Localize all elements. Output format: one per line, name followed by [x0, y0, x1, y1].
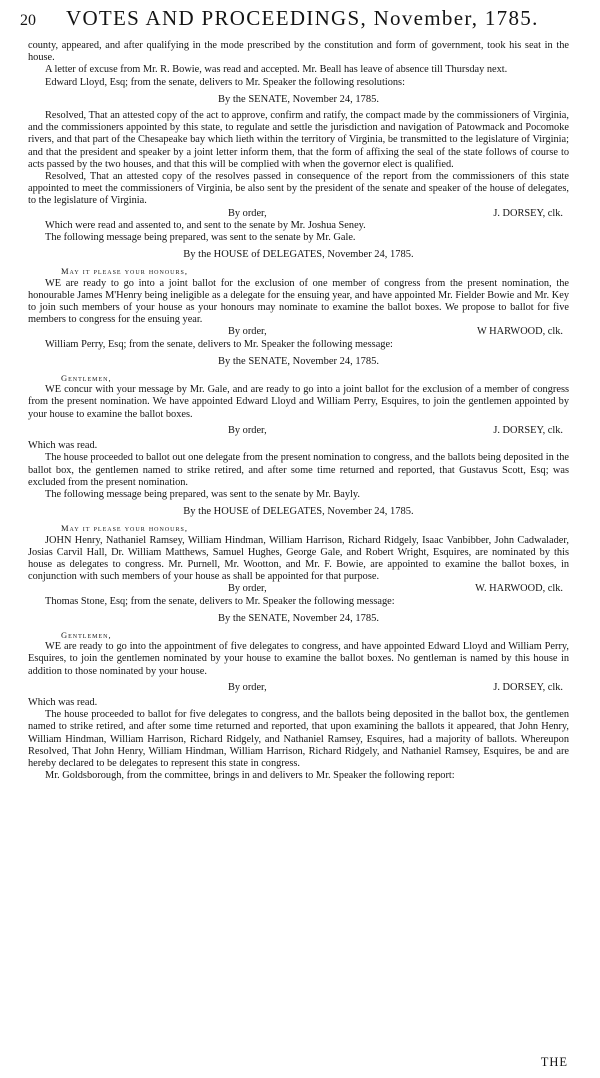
paragraph: The following message being prepared, was sent to the senate by Mr. Bayly. — [45, 488, 361, 500]
message-text: WE are ready to go into the appointment of five delegates to congress, and have appointed Edward Lloyd and William Perry, Esquires, to join the gentlemen nominated by your house to examine the ballot boxes. No gentleman is named by this house in addition to those nominated by your house. — [28, 641, 569, 677]
paragraph: A letter of excuse from Mr. R. Bowie, was read and accepted. Mr. Beall has leave of absence till Thursday next. — [45, 64, 508, 76]
signature-name: J. DORSEY, clk. — [493, 681, 563, 693]
message-text: JOHN Henry, Nathaniel Ramsey, William Hindman, William Harrison, Richard Ridgely, Isaac Vanbibber, John Cadwalader, Josias Carvil Hall, Dr. William Matthews, Samuel Hughes, George Gale, and Robert Wright, Esquires, are nominated by this house as delegates to congress. Mr. Purnell, Mr. Wootton, and Mr. F. Bowie, are appointed to examine the ballot boxes, in conjunction with such members of your house as shall be appointed for that purpose. — [28, 534, 569, 583]
section-heading: By the HOUSE of DELEGATES, November 24, 1785. — [183, 506, 414, 518]
signature-order: By order, — [228, 424, 267, 436]
running-title: VOTES AND PROCEEDINGS, November, 1785. — [66, 6, 539, 30]
paragraph: The following message being prepared, was sent to the senate by Mr. Gale. — [45, 232, 356, 244]
signature-order: By order, — [228, 681, 267, 693]
paragraph: William Perry, Esq; from the senate, delivers to Mr. Speaker the following message: — [45, 338, 393, 350]
salutation: Gentlemen, — [61, 373, 112, 384]
signature-line — [28, 583, 569, 595]
resolution: Resolved, That an attested copy of the act to approve, confirm and ratify, the compact made by the commissioners of Virginia, and the commissioners appointed by this state, to regulate and settle the jurisdiction and navigation of Patowmack and Pocomoke rivers, and that part of the Chesapeake bay which lieth within the territory of Virginia, be transmitted to the legislature of Virginia; and that the president and speaker by a joint letter inform them, that the form of affixing the seal of the state follows of course to acts passed by the two houses, and that this will be complied with when the governor elect is qualified. — [28, 110, 569, 170]
signature-line — [28, 208, 569, 220]
section-heading: By the SENATE, November 24, 1785. — [218, 93, 379, 105]
paragraph: Edward Lloyd, Esq; from the senate, delivers to Mr. Speaker the following resolutions: — [45, 76, 405, 88]
resolution: Resolved, That an attested copy of the resolves passed in consequence of the report from the commissioners of this state appointed to meet the commissioners of Virginia, be also sent by the president of the senate and speaker of the house of delegates, to the legislature of Virginia. — [28, 171, 569, 207]
salutation: Gentlemen, — [61, 629, 112, 640]
signature-name: W HARWOOD, clk. — [477, 326, 563, 338]
section-heading: By the SENATE, November 24, 1785. — [218, 612, 379, 624]
message-text: WE concur with your message by Mr. Gale, and are ready to go into a joint ballot for the exclusion of a member of congress from the present nomination. We have appointed Edward Lloyd and William Perry, Esquires, to join the gentlemen appointed by your house to examine the ballot boxes. — [28, 384, 569, 420]
signature-line — [28, 682, 569, 694]
paragraph: Which was read. — [28, 696, 98, 708]
page-body — [28, 40, 569, 782]
signature-order: By order, — [228, 207, 267, 219]
salutation: May it please your honours, — [61, 523, 188, 534]
section-heading: By the SENATE, November 24, 1785. — [218, 355, 379, 367]
salutation: May it please your honours, — [61, 266, 188, 277]
paragraph: Which was read. — [28, 440, 98, 452]
signature-line — [28, 326, 569, 338]
paragraph: Thomas Stone, Esq; from the senate, delivers to Mr. Speaker the following message: — [45, 595, 395, 607]
page-number: 20 — [20, 12, 36, 29]
signature-name: J. DORSEY, clk. — [493, 424, 563, 436]
paragraph: Which were read and assented to, and sent to the senate by Mr. Joshua Seney. — [45, 219, 366, 231]
message-text: WE are ready to go into a joint ballot for the exclusion of one member of congress from the present nomination, the honourable James M'Henry being ineligible as a delegate for the ensuing year, and have appointed Mr. Fielder Bowie and Mr. Key to join such members of your house as your honours may nominate to examine the ballot boxes. We propose to ballot for five members to congress for the ensuing year. — [28, 277, 569, 326]
catchword: THE — [540, 1055, 568, 1069]
signature-name: W. HARWOOD, clk. — [475, 583, 563, 595]
section-heading: By the HOUSE of DELEGATES, November 24, 1785. — [183, 249, 414, 261]
signature-name: J. DORSEY, clk. — [493, 207, 563, 219]
paragraph: The house proceeded to ballot for five delegates to congress, and the ballots being deposited in the ballot box, the gentlemen named to strike retired, and after some time returned and reported, that upon examining the ballots it appeared, that John Henry, William Hindman, William Harrison, Richard Ridgely, and Nathaniel Ramsey, Esquires, had a majority of ballots. Whereupon Resolved, That John Henry, William Hindman, William Harrison, Richard Ridgely, and Nathaniel Ramsey, Esquires, be and are hereby declared to be delegates to represent this state in congress. — [28, 709, 569, 769]
paragraph: Mr. Goldsborough, from the committee, brings in and delivers to Mr. Speaker the following report: — [45, 770, 455, 782]
paragraph: county, appeared, and after qualifying in the mode prescribed by the constitution and form of government, took his seat in the house. — [28, 40, 569, 64]
signature-order: By order, — [228, 583, 267, 595]
signature-order: By order, — [228, 326, 267, 338]
signature-line — [28, 425, 569, 437]
paragraph: The house proceeded to ballot out one delegate from the present nomination to congress, and the ballots being deposited in the ballot box, the gentlemen named to strike retired, and after some time returned and reported, that Gustavus Scott, Esq; was excluded from the present nomination. — [28, 452, 569, 488]
